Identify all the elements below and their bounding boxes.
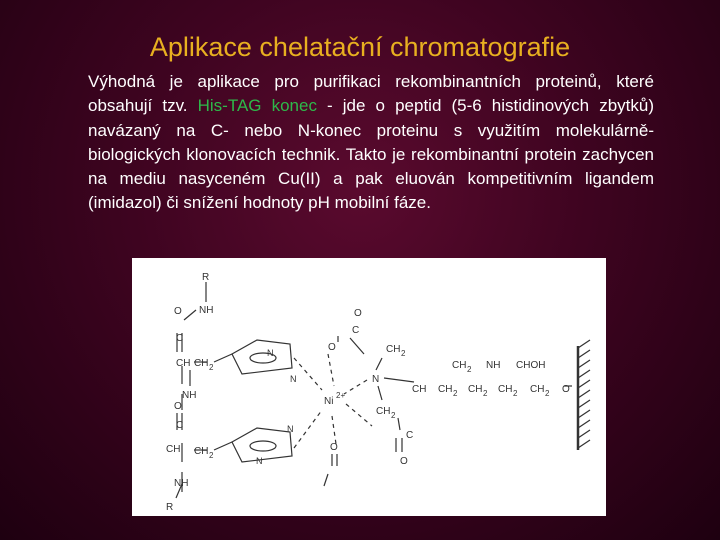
solid-support-hatching — [578, 340, 590, 448]
label-ni: Ni — [324, 396, 334, 407]
label-chain-ch2e: CH — [530, 384, 545, 395]
label-nh-top: NH — [199, 305, 214, 316]
chelation-structure-figure — [132, 258, 606, 516]
label-o1: O — [174, 306, 182, 317]
label-ch2-top: CH — [386, 344, 401, 355]
label-chain-nh: NH — [486, 360, 501, 371]
label-ch2-mid: CH — [376, 406, 391, 417]
his-tag-highlight: His-TAG konec — [197, 96, 317, 116]
label-n-ring1: N — [267, 348, 274, 358]
label-c2: C — [176, 420, 184, 431]
label-ch2-a: CH — [194, 358, 209, 369]
label-o2: O — [174, 401, 182, 412]
slide-title: Aplikace chelatační chromatografie — [149, 32, 571, 62]
label-r-bot: R — [166, 502, 174, 513]
paragraph-text-before: Výhodná je aplikace pro purifikaci rekombinantních proteinů, které obsahují tzv. — [88, 72, 654, 116]
label-c-mid: C — [406, 430, 414, 441]
label-ni-charge: 2+ — [336, 391, 346, 400]
label-o-top2: O — [354, 308, 362, 319]
chelation-structure-diagram — [132, 258, 606, 516]
label-n-amine: N — [372, 374, 380, 385]
label-chain-sub2e: 2 — [545, 389, 550, 398]
slide-paragraph — [88, 70, 654, 216]
label-chain-ch2d: CH — [498, 384, 513, 395]
label-chain-o: O — [562, 384, 570, 395]
label-sub2-top: 2 — [401, 349, 406, 358]
label-c1: C — [176, 333, 184, 344]
label-ch-a: CH — [176, 358, 191, 369]
label-n-ring1b: N — [290, 374, 297, 384]
label-chain-ch2c: CH — [468, 384, 483, 395]
label-chain-sub2a: 2 — [453, 389, 458, 398]
label-c-top: C — [352, 325, 360, 336]
label-o-mid2: O — [330, 442, 338, 453]
label-n-ring2b: N — [256, 456, 263, 466]
label-chain-choh: CHOH — [516, 360, 546, 371]
label-ch-b: CH — [166, 444, 181, 455]
label-chain-ch: CH — [412, 384, 427, 395]
label-ch2-b: CH — [194, 446, 209, 457]
label-chain-sub2c: 2 — [483, 389, 488, 398]
label-sub2-a: 2 — [209, 363, 214, 372]
label-nh-mid: NH — [182, 390, 197, 401]
paragraph-text-after: - jde o peptid (5-6 histidinových zbytků) navázaný na C- nebo N-konec proteinu s využitím molekulárně-biologických klonovacích technik. Takto je rekombinantní protein zachycen na mediu nasyceném Cu(II) a pak eluován kompetitivním ligandem (imidazol) či snížení hodnoty pH mobilní fáze. — [88, 96, 654, 213]
label-n-ring2: N — [287, 424, 294, 434]
label-chain-ch2b: CH — [452, 360, 467, 371]
label-o-mid: O — [400, 456, 408, 467]
label-r-top: R — [202, 272, 210, 283]
label-chain-ch2a: CH — [438, 384, 453, 395]
label-sub2-b: 2 — [209, 451, 214, 460]
label-chain-sub2b: 2 — [467, 365, 472, 374]
label-o-top: O — [328, 342, 336, 353]
label-sub2-mid: 2 — [391, 411, 396, 420]
label-nh-bot: NH — [174, 478, 189, 489]
label-chain-sub2d: 2 — [513, 389, 518, 398]
